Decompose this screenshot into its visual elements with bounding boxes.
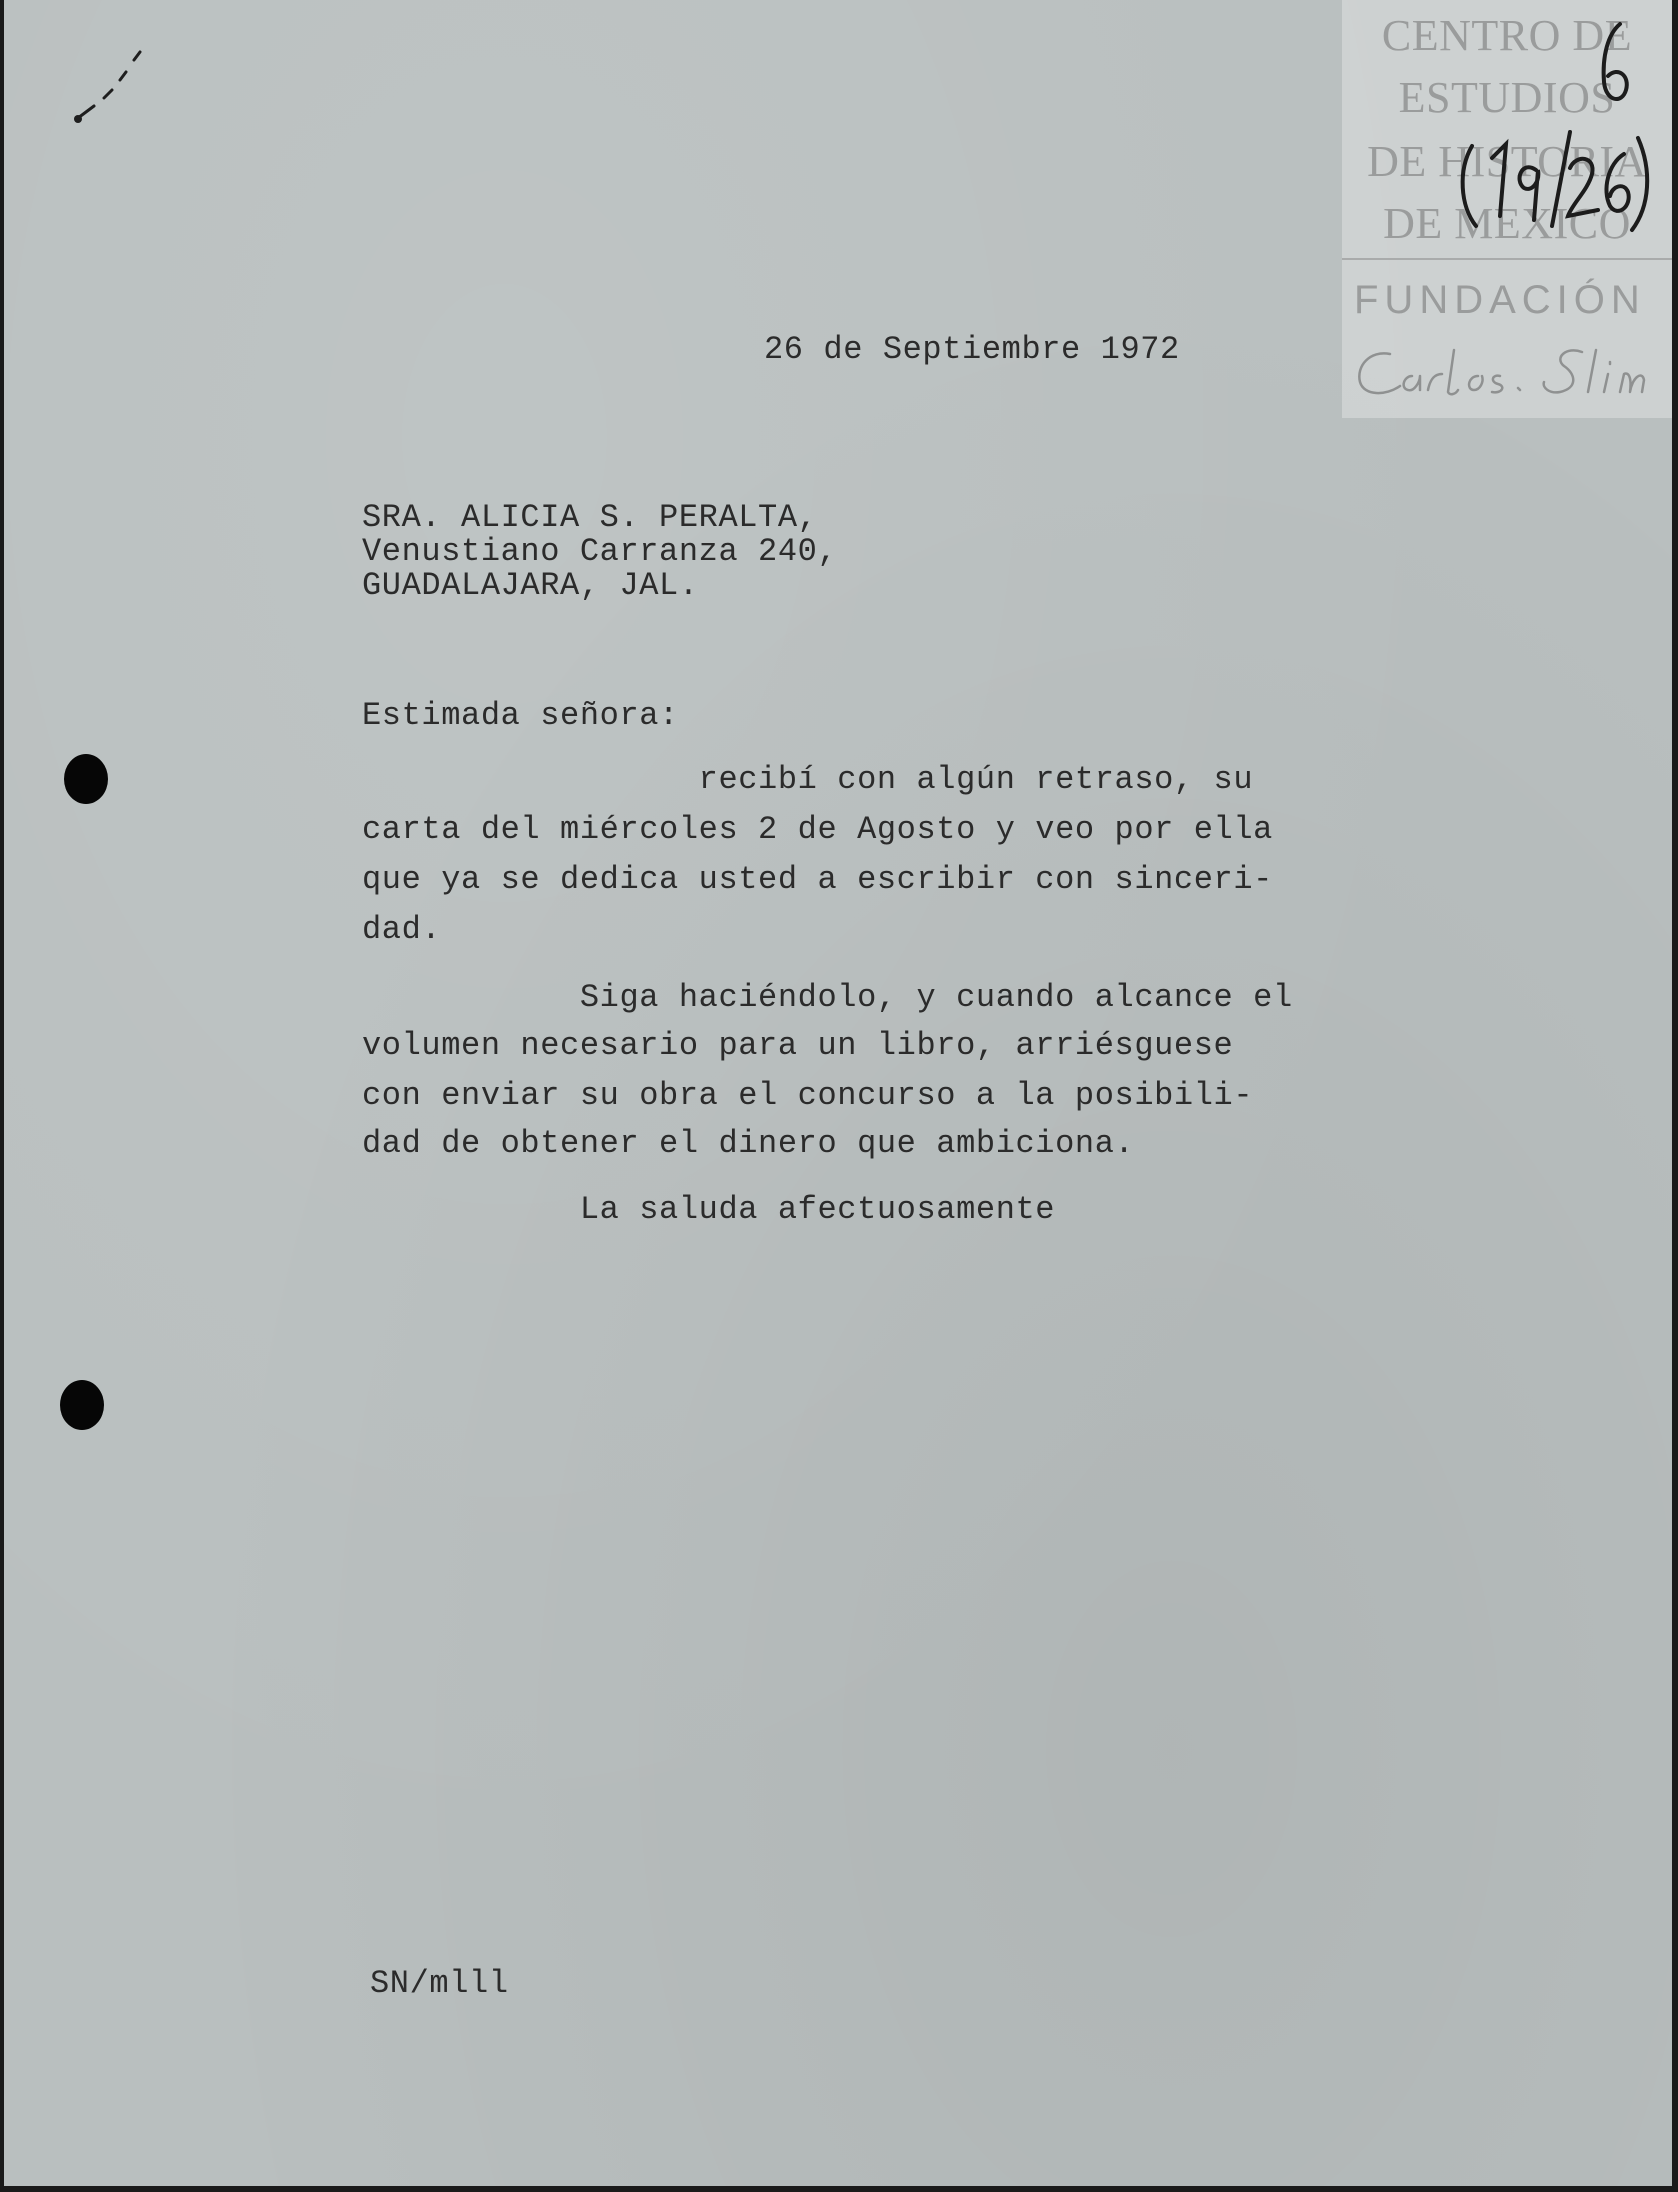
watermark-fundacion: FUNDACIÓN xyxy=(1354,278,1646,322)
paragraph-1-line-3: que ya se dedica usted a escribir con sinceri- xyxy=(362,861,1273,898)
paragraph-2-line-1: Siga haciéndolo, y cuando alcance el xyxy=(362,979,1293,1016)
watermark-line-4: DE MEXICO xyxy=(1383,199,1631,248)
paragraph-1-line-1: recibí con algún retraso, su xyxy=(362,761,1254,798)
watermark-line-1: CENTRO DE xyxy=(1381,11,1633,60)
paragraph-1-line-4: dad. xyxy=(362,911,442,948)
signature-logo-icon xyxy=(1350,336,1668,408)
punch-hole-top xyxy=(64,754,108,804)
watermark-line-3: DE HISTORIA xyxy=(1367,137,1647,186)
typist-initials: SN/mlll xyxy=(370,1965,509,2002)
recipient-street: Venustiano Carranza 240, xyxy=(362,533,838,570)
punch-hole-bottom xyxy=(60,1380,104,1430)
handwritten-folio-annotation-icon xyxy=(1452,20,1652,240)
letter-page xyxy=(4,0,1672,2186)
recipient-city: GUADALAJARA, JAL. xyxy=(362,567,699,604)
recipient-name: SRA. ALICIA S. PERALTA, xyxy=(362,499,818,536)
pencil-mark-icon xyxy=(64,46,154,126)
watermark-line-2: ESTUDIOS xyxy=(1398,73,1616,122)
paragraph-2-line-3: con enviar su obra el concurso a la posibili- xyxy=(362,1077,1254,1114)
letter-date: 26 de Septiembre 1972 xyxy=(764,331,1180,368)
salutation: Estimada señora: xyxy=(362,697,679,734)
paragraph-1-line-2: carta del miércoles 2 de Agosto y veo por ella xyxy=(362,811,1273,848)
watermark-divider xyxy=(1342,258,1672,260)
closing: La saluda afectuosamente xyxy=(362,1191,1056,1228)
paragraph-2-line-4: dad de obtener el dinero que ambiciona. xyxy=(362,1125,1135,1162)
paragraph-2-line-2: volumen necesario para un libro, arriésguese xyxy=(362,1027,1234,1064)
